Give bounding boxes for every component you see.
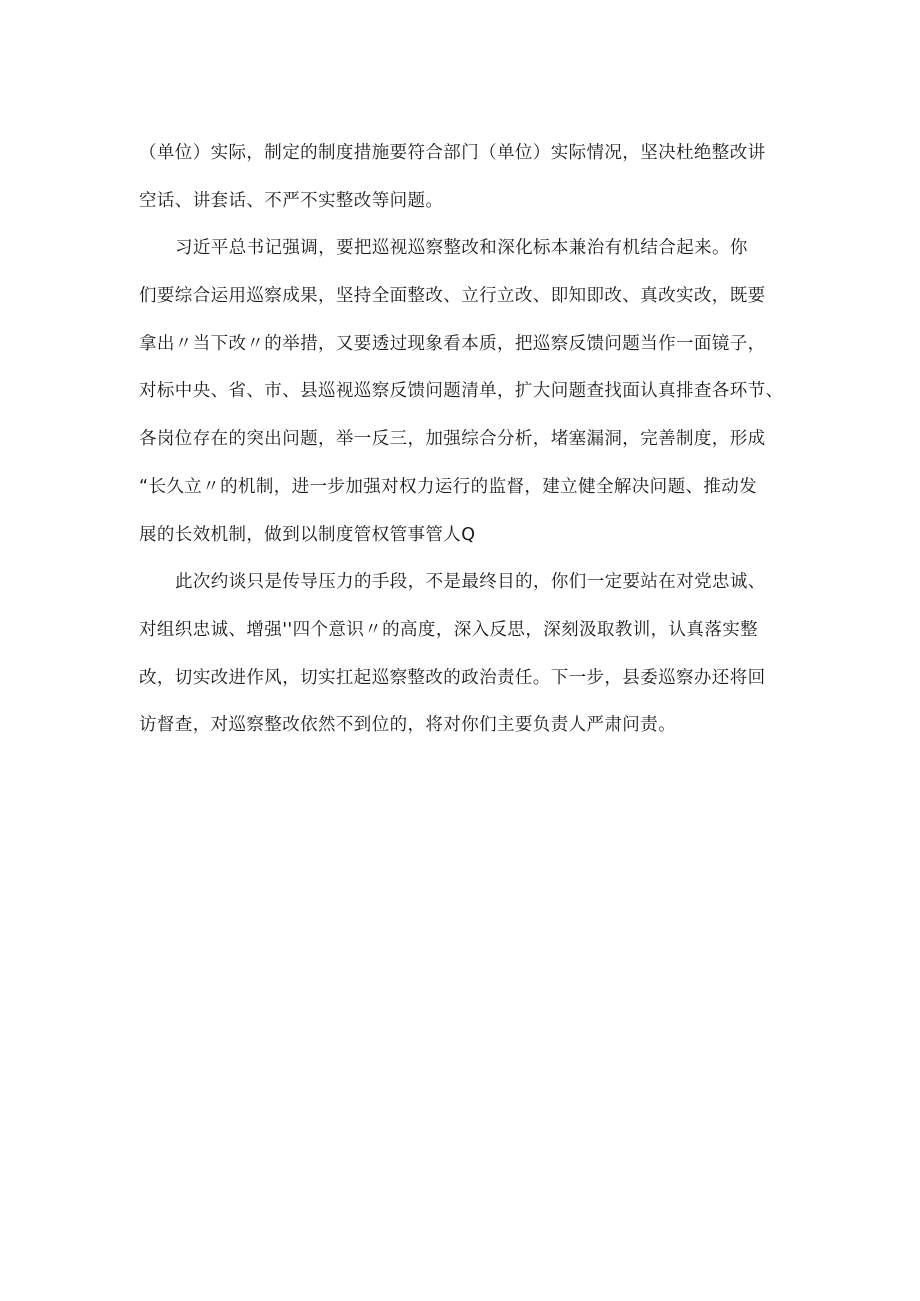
paragraph-line: 改，切实改进作风，切实扛起巡察整改的政治责任。下一步，县委巡察办还将回 bbox=[139, 667, 766, 688]
paragraph-2 bbox=[139, 225, 799, 559]
paragraph-line: 对标中央、省、市、县巡视巡察反馈问题清单，扩大问题查找面认真排查各环节、 bbox=[139, 381, 784, 402]
paragraph-3 bbox=[139, 559, 799, 750]
paragraph-line: 展的长效机制，做到以制度管权管事管人Q bbox=[139, 524, 476, 545]
paragraph-1 bbox=[139, 130, 799, 225]
paragraph-line: （单位）实际，制定的制度措施要符合部门（单位）实际情况，坚决杜绝整改讲 bbox=[139, 143, 766, 163]
paragraph-line: 此次约谈只是传导压力的手段，不是最终目的，你们一定要站在对党忠诚、 bbox=[175, 572, 766, 593]
paragraph-line: 空话、讲套话、不严不实整改等问题。 bbox=[139, 190, 444, 211]
paragraph-line: 们要综合运用巡察成果，坚持全面整改、立行立改、即知即改、真改实改，既要 bbox=[139, 286, 766, 307]
paragraph-line: 习近平总书记强调，要把巡视巡察整改和深化标本兼治有机结合起来。你 bbox=[175, 238, 748, 259]
paragraph-line: “长久立〃的机制，进一步加强对权力运行的监督，建立健全解决问题、推动发 bbox=[139, 476, 758, 497]
paragraph-line: 对组织忠诚、增强''四个意识〃的高度，深入反思，深刻汲取教训，认真落实整 bbox=[139, 619, 759, 640]
document-body bbox=[139, 130, 799, 750]
paragraph-line: 各岗位存在的突出问题，举一反三，加强综合分析，堵塞漏洞，完善制度，形成 bbox=[139, 429, 766, 450]
paragraph-line: 拿出〃当下改〃的举措，又要透过现象看本质，把巡察反馈问题当作一面镜子， bbox=[139, 333, 766, 354]
paragraph-line: 访督查，对巡察整改依然不到位的，将对你们主要负责人严肃问责。 bbox=[139, 715, 676, 736]
